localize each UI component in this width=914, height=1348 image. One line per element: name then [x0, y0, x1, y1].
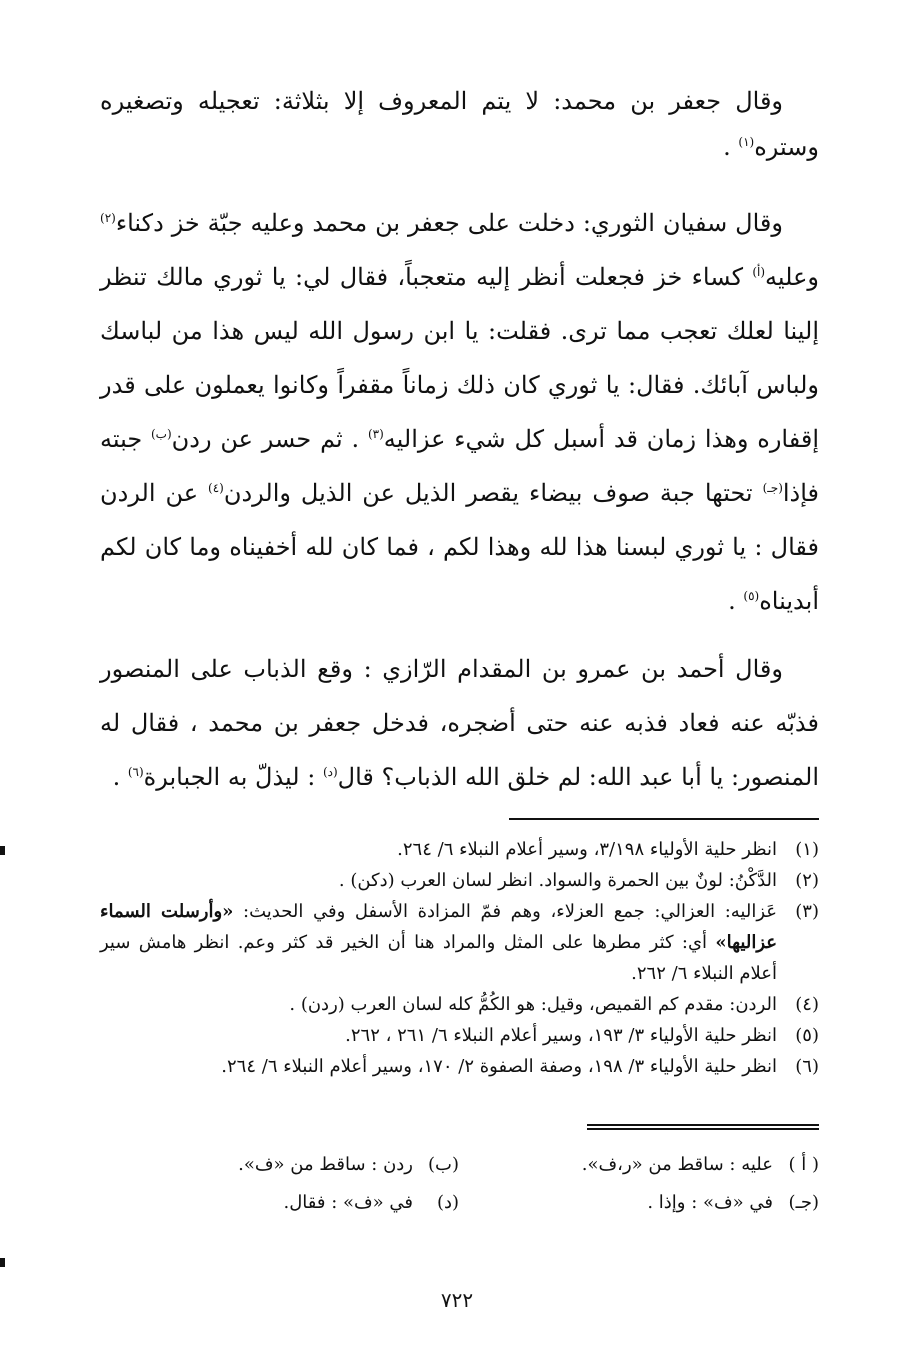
variant-d: (د) في «ف» : فقال.: [283, 1192, 459, 1213]
variant-a: ( أ ) عليه : ساقط من «ر،ف».: [581, 1154, 819, 1175]
hadith-quote: «وأرسلت السماء عزاليها»: [100, 901, 777, 953]
footnote-ref[interactable]: (١): [738, 135, 755, 149]
variant-ref[interactable]: (جـ): [762, 481, 783, 495]
scan-margin-mark: [0, 1258, 5, 1267]
footnote-1: (١) انظر حلية الأولياء ٣/١٩٨، وسير أعلام النبلاء ٦/ ٢٦٤.: [397, 839, 819, 860]
variant-b: (ب) ردن : ساقط من «ف».: [238, 1154, 459, 1175]
footnote-3: (٣) عَزاليه: العزالي: جمع العزلاء، وهم فمّ المزادة الأسفل وفي الحديث: «وأرسلت السماء عزاليها» أي: كثر مطرها على المثل والمراد هنا أن الخير قد كثر وعم. انظر هامش سير أعلام النبلاء ٦/ ٢٦٢.: [100, 901, 819, 984]
footnote-ref[interactable]: (٣): [367, 427, 384, 441]
manuscript-variants: [99, 1150, 819, 1218]
footnote-ref[interactable]: (٦): [127, 765, 144, 779]
footnote-5: (٥) انظر حلية الأولياء ٣/ ١٩٣، وسير أعلام النبلاء ٦/ ٢٦١ ، ٢٦٢.: [345, 1025, 819, 1046]
footnote-6: (٦) انظر حلية الأولياء ٣/ ١٩٨، وصفة الصفوة ٢/ ١٧٠، وسير أعلام النبلاء ٦/ ٢٦٤.: [221, 1056, 819, 1077]
variant-ref[interactable]: (ب): [151, 427, 172, 441]
footnote-ref[interactable]: (٢): [100, 211, 116, 225]
footnote-4: (٤) الردن: مقدم كم القميص، وقيل: هو الكُمُّ كله لسان العرب (ردن) .: [289, 994, 819, 1015]
paragraph-ahmad: وقال أحمد بن عمرو بن المقدام الرّازي : وقع الذباب على المنصور فذبّه عنه فعاد فذبه عنه حتى أضجره، فدخل جعفر بن محمد ، فقال له المنصور: يا أبا عبد الله: لم خلق الله الذباب؟ قال$^{(د)}$ : ليذلّ به الجبابرة$^{(٦)}$ .: [100, 655, 819, 791]
variant-j: (جـ) في «ف» : وإذا .: [647, 1192, 819, 1213]
scan-margin-mark: [0, 846, 5, 855]
paragraph-text: وقال أحمد بن عمرو بن المقدام الرّازي : وقع الذباب على المنصور فذبّه عنه فعاد فذبه عنه حتى أضجره، فدخل جعفر بن محمد ، فقال له المنصور: يا أبا عبد الله: لم خلق الله الذباب؟ قال: [100, 655, 819, 791]
footnote-2: (٢) الدَّكْنُ: لونٌ بين الحمرة والسواد. انظر لسان العرب (دكن) .: [338, 870, 819, 891]
variants-divider: [587, 1124, 819, 1130]
footnote-ref[interactable]: (٤): [208, 481, 224, 495]
page-number: ٧٢٢: [440, 1288, 474, 1312]
paragraph-text: وقال سفيان الثوري: دخلت على جعفر بن محمد وعليه جبّة خز دكناء: [115, 209, 783, 237]
paragraph-text: وقال جعفر بن محمد: لا يتم المعروف إلا بثلاثة: تعجيله وتصغيره وستره: [100, 87, 819, 161]
footnotes-list: [100, 834, 819, 1082]
footnote-ref[interactable]: (٥): [743, 589, 760, 603]
paragraph-jafar: وقال جعفر بن محمد: لا يتم المعروف إلا بثلاثة: تعجيله وتصغيره وستره$^{(١)}$ .: [100, 87, 819, 161]
variant-ref[interactable]: (د): [322, 765, 338, 779]
footnote-divider: [509, 818, 819, 820]
paragraph-sufyan: وقال سفيان الثوري: دخلت على جعفر بن محمد وعليه جبّة خز دكناء$^{(٢)}$ وعليه$^{(أ)}$ كساء خز فجعلت أنظر إليه متعجباً، فقال لي: يا ثوري مالك تنظر إلينا لعلك تعجب مما ترى. فقلت: يا ابن رسول الله ليس هذا من لباسك ولباس آبائك. فقال: يا ثوري كان ذلك زماناً مقفراً وكانوا يعملون على قدر إقفاره وهذا زمان قد أسبل كل شيء عزاليه$^{(٣)}$ . ثم حسر عن ردن$^{(ب)}$ جبته فإذا$^{(جـ)}$ تحتها جبة صوف بيضاء يقصر الذيل عن الذيل والردن$^{(٤)}$ عن الردن فقال : يا ثوري لبسنا هذا لله وهذا لكم ، فما كان لله أخفيناه وما كان لكم أبديناه$^{(٥)}$ .: [100, 209, 820, 615]
variant-ref[interactable]: (أ): [752, 265, 766, 279]
